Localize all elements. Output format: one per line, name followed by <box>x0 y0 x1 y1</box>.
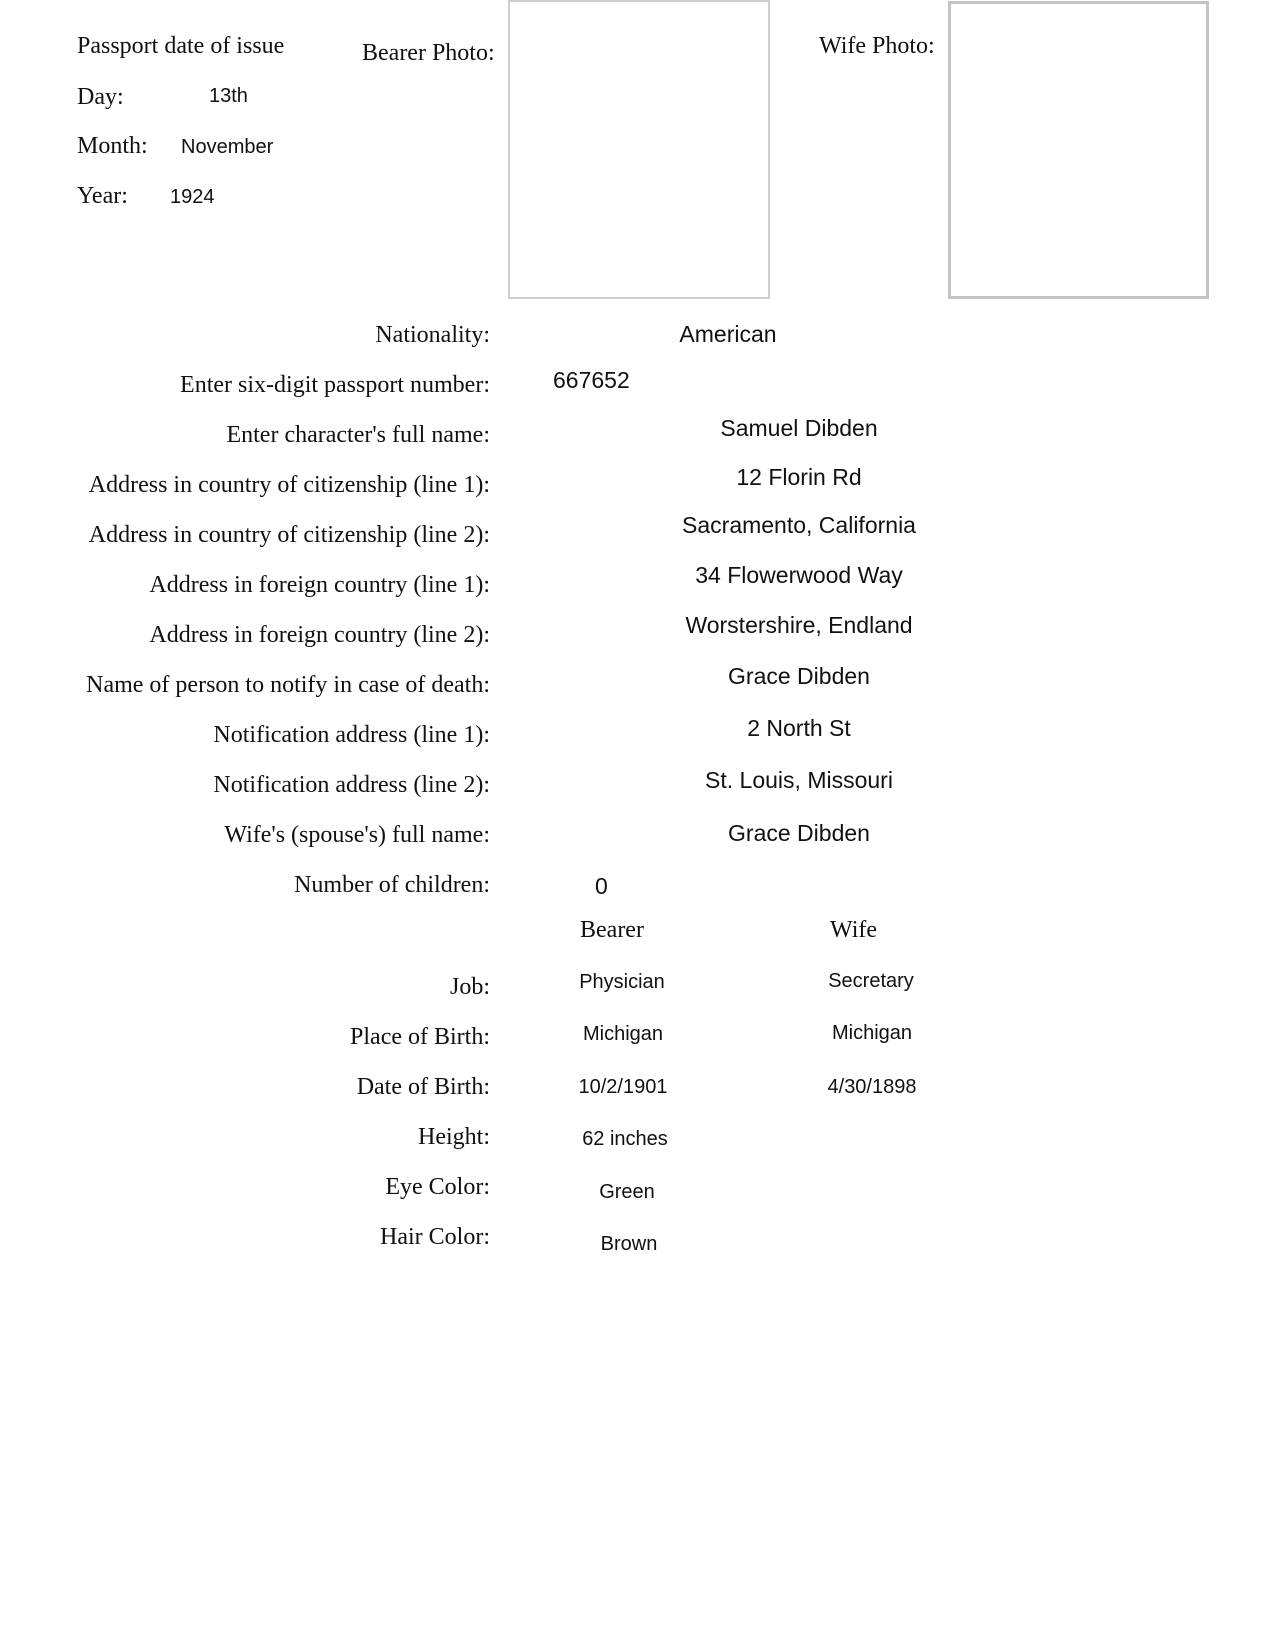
field-label-foreign-address-2: Address in foreign country (line 2): <box>149 622 490 648</box>
bearer-photo-box[interactable] <box>508 0 770 299</box>
field-value-notify-address-1[interactable]: 2 North St <box>747 715 851 741</box>
details-label-height: Height: <box>418 1124 490 1150</box>
field-value-children[interactable]: 0 <box>595 873 608 899</box>
field-label-citizenship-address-2: Address in country of citizenship (line 2): <box>88 522 490 548</box>
field-label-foreign-address-1: Address in foreign country (line 1): <box>149 572 490 598</box>
issue-day-value[interactable]: 13th <box>209 85 248 107</box>
details-bearer-height[interactable]: 62 inches <box>582 1128 668 1150</box>
details-bearer-place-of-birth[interactable]: Michigan <box>582 1023 664 1045</box>
field-value-citizenship-address-2[interactable]: Sacramento, California <box>682 512 916 538</box>
field-value-foreign-address-2[interactable]: Worstershire, Endland <box>685 612 913 638</box>
issue-month-label: Month: <box>77 133 148 159</box>
field-value-notify-address-2[interactable]: St. Louis, Missouri <box>705 767 893 793</box>
wife-photo-box[interactable] <box>948 1 1209 299</box>
field-value-citizenship-address-1[interactable]: 12 Florin Rd <box>736 464 862 490</box>
field-value-spouse-name[interactable]: Grace Dibden <box>728 820 870 846</box>
issue-year-label: Year: <box>77 183 128 209</box>
field-value-nationality[interactable]: American <box>679 321 777 347</box>
details-bearer-eye-color[interactable]: Green <box>599 1181 655 1203</box>
field-label-notify-address-2: Notification address (line 2): <box>213 772 490 798</box>
details-bearer-date-of-birth[interactable]: 10/2/1901 <box>578 1076 668 1098</box>
field-label-notify-name: Name of person to notify in case of death: <box>86 672 490 698</box>
details-label-eye-color: Eye Color: <box>385 1174 490 1200</box>
details-header-bearer: Bearer <box>580 917 644 943</box>
details-wife-place-of-birth[interactable]: Michigan <box>831 1022 913 1044</box>
wife-photo-label: Wife Photo: <box>819 33 935 59</box>
field-label-passport-number: Enter six-digit passport number: <box>180 372 490 398</box>
bearer-photo-label: Bearer Photo: <box>362 40 495 66</box>
details-label-date-of-birth: Date of Birth: <box>356 1074 490 1100</box>
field-label-full-name: Enter character's full name: <box>226 422 490 448</box>
field-label-nationality: Nationality: <box>375 322 490 348</box>
field-label-citizenship-address-1: Address in country of citizenship (line 1): <box>88 472 490 498</box>
details-label-hair-color: Hair Color: <box>380 1224 490 1250</box>
field-value-passport-number[interactable]: 667652 <box>553 367 630 393</box>
field-value-full-name[interactable]: Samuel Dibden <box>720 415 878 441</box>
details-bearer-hair-color[interactable]: Brown <box>600 1233 658 1255</box>
details-wife-job[interactable]: Secretary <box>828 970 914 992</box>
issue-month-value[interactable]: November <box>181 136 274 158</box>
details-wife-date-of-birth[interactable]: 4/30/1898 <box>827 1076 917 1098</box>
details-label-place-of-birth: Place of Birth: <box>350 1024 490 1050</box>
details-header-wife: Wife <box>830 917 878 943</box>
field-label-notify-address-1: Notification address (line 1): <box>213 722 490 748</box>
field-value-notify-name[interactable]: Grace Dibden <box>728 663 870 689</box>
issue-year-value[interactable]: 1924 <box>170 186 215 208</box>
field-value-foreign-address-1[interactable]: 34 Flowerwood Way <box>695 562 903 588</box>
issue-day-label: Day: <box>77 84 124 110</box>
details-label-job: Job: <box>449 974 490 1000</box>
field-label-spouse-name: Wife's (spouse's) full name: <box>224 822 490 848</box>
issue-date-title: Passport date of issue <box>77 33 285 59</box>
field-label-children: Number of children: <box>294 872 490 898</box>
details-bearer-job[interactable]: Physician <box>579 971 665 993</box>
